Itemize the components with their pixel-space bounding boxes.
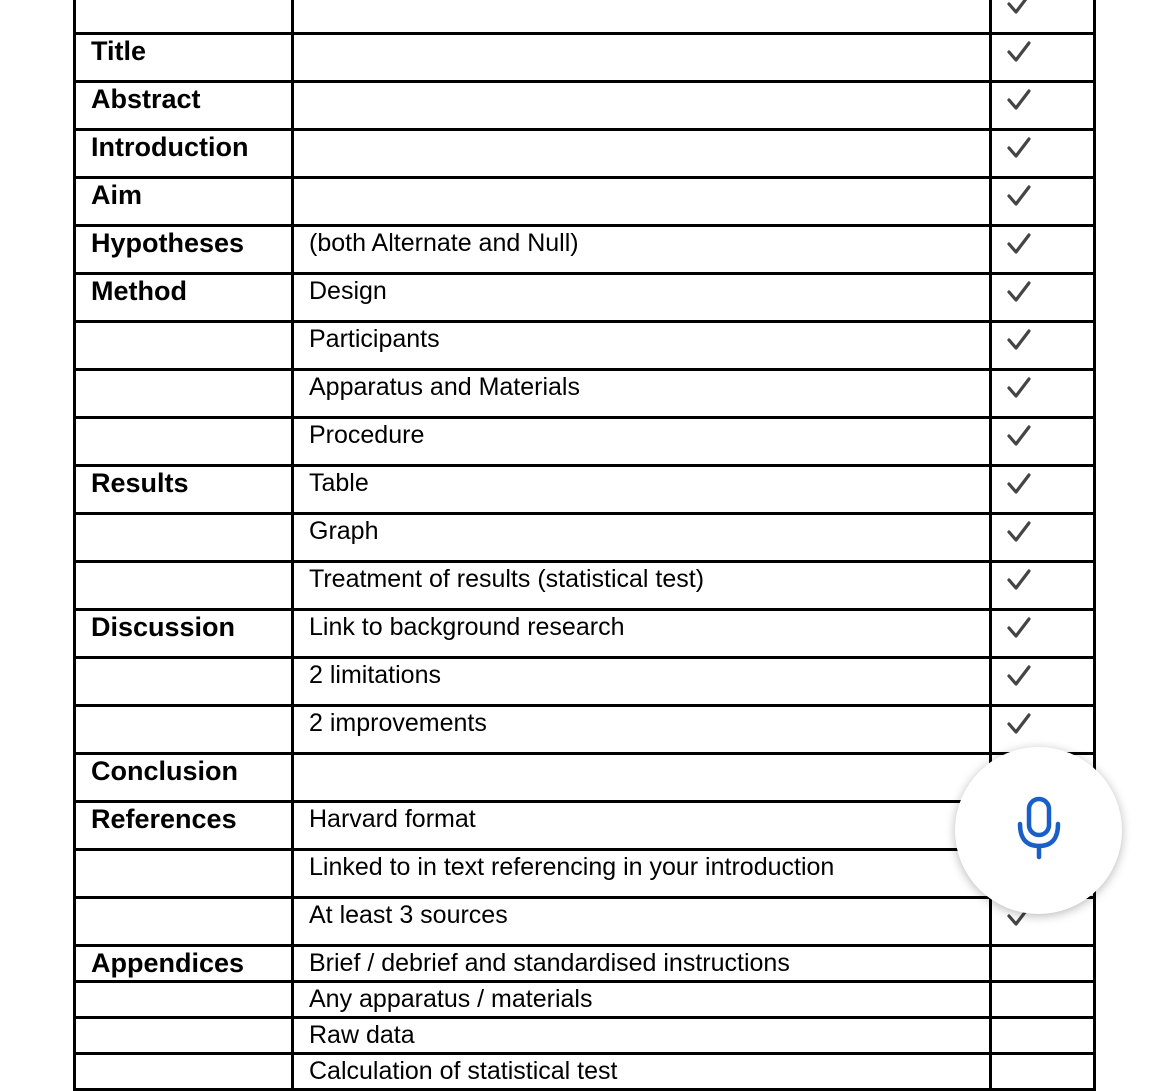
check-icon — [1006, 569, 1046, 602]
check-icon — [1006, 233, 1046, 266]
check-icon — [1006, 665, 1046, 698]
section-cell: Conclusion — [75, 754, 293, 802]
checklist-row — [75, 706, 1095, 754]
section-cell — [75, 982, 293, 1018]
microphone-icon — [1015, 796, 1063, 865]
section-cell: References — [75, 802, 293, 850]
item-cell: At least 3 sources — [293, 898, 991, 946]
section-cell — [75, 322, 293, 370]
section-cell: Method — [75, 274, 293, 322]
item-cell: Participants — [293, 322, 991, 370]
checklist-row — [75, 898, 1095, 946]
check-cell — [991, 274, 1095, 322]
checklist-row — [75, 514, 1095, 562]
item-cell: Treatment of results (statistical test) — [293, 562, 991, 610]
item-cell: 2 improvements — [293, 706, 991, 754]
section-cell — [75, 370, 293, 418]
voice-input-button[interactable] — [955, 747, 1122, 914]
check-cell — [991, 322, 1095, 370]
check-icon — [1006, 713, 1046, 746]
section-cell: Title — [75, 34, 293, 82]
item-cell: Any apparatus / materials — [293, 982, 991, 1018]
check-icon — [1006, 281, 1046, 314]
checklist-row — [75, 562, 1095, 610]
item-cell: Harvard format — [293, 802, 991, 850]
checklist-row — [75, 466, 1095, 514]
check-icon — [1006, 425, 1046, 458]
item-cell — [293, 178, 991, 226]
check-cell — [991, 610, 1095, 658]
section-cell — [75, 658, 293, 706]
check-cell — [991, 82, 1095, 130]
checklist-row — [75, 322, 1095, 370]
section-cell: Results — [75, 466, 293, 514]
section-cell — [75, 1018, 293, 1054]
report-checklist-table — [73, 0, 1096, 1091]
section-cell: Introduction — [75, 130, 293, 178]
item-cell: (both Alternate and Null) — [293, 226, 991, 274]
check-cell — [991, 0, 1095, 34]
item-cell: 2 limitations — [293, 658, 991, 706]
item-cell: Calculation of statistical test — [293, 1054, 991, 1090]
section-cell — [75, 706, 293, 754]
checklist-row — [75, 982, 1095, 1018]
checklist-row — [75, 370, 1095, 418]
item-cell — [293, 82, 991, 130]
check-cell — [991, 34, 1095, 82]
item-cell: Linked to in text referencing in your introduction — [293, 850, 991, 898]
item-cell: Procedure — [293, 418, 991, 466]
check-icon — [1006, 617, 1046, 650]
check-cell — [991, 370, 1095, 418]
section-cell — [75, 1054, 293, 1090]
check-cell — [991, 946, 1095, 982]
checklist-row — [75, 1018, 1095, 1054]
checklist-row — [75, 82, 1095, 130]
check-cell — [991, 1018, 1095, 1054]
item-cell: Graph — [293, 514, 991, 562]
check-cell — [991, 178, 1095, 226]
check-cell — [991, 562, 1095, 610]
checklist-row — [75, 130, 1095, 178]
check-icon — [1006, 137, 1046, 170]
section-cell — [75, 898, 293, 946]
checklist-row — [75, 946, 1095, 982]
section-cell: Discussion — [75, 610, 293, 658]
checklist-row — [75, 610, 1095, 658]
section-cell: Abstract — [75, 82, 293, 130]
item-cell: Raw data — [293, 1018, 991, 1054]
item-cell: Design — [293, 274, 991, 322]
check-cell — [991, 514, 1095, 562]
section-cell — [75, 850, 293, 898]
checklist-row — [75, 226, 1095, 274]
check-cell — [991, 418, 1095, 466]
checklist-row — [75, 274, 1095, 322]
item-cell: Brief / debrief and standardised instructions — [293, 946, 991, 982]
section-cell — [75, 418, 293, 466]
section-cell — [75, 562, 293, 610]
check-cell — [991, 982, 1095, 1018]
checklist-row — [75, 0, 1095, 34]
section-cell: Appendices — [75, 946, 293, 982]
check-cell — [991, 658, 1095, 706]
checklist-row — [75, 34, 1095, 82]
item-cell — [293, 0, 991, 34]
check-cell — [991, 466, 1095, 514]
section-cell: Aim — [75, 178, 293, 226]
check-icon — [1006, 329, 1046, 362]
check-icon — [1006, 521, 1046, 554]
check-cell — [991, 130, 1095, 178]
section-cell: Hypotheses — [75, 226, 293, 274]
checklist-row — [75, 178, 1095, 226]
item-cell — [293, 754, 991, 802]
check-cell — [991, 1054, 1095, 1090]
item-cell: Table — [293, 466, 991, 514]
checklist-row — [75, 418, 1095, 466]
item-cell — [293, 34, 991, 82]
check-icon — [1006, 473, 1046, 506]
section-cell — [75, 0, 293, 34]
item-cell: Apparatus and Materials — [293, 370, 991, 418]
check-icon — [1006, 0, 1046, 26]
check-icon — [1006, 89, 1046, 122]
checklist-row — [75, 754, 1095, 802]
check-icon — [1006, 377, 1046, 410]
item-cell: Link to background research — [293, 610, 991, 658]
checklist-row — [75, 658, 1095, 706]
checklist-row — [75, 802, 1095, 850]
check-icon — [1006, 41, 1046, 74]
checklist-body — [75, 0, 1095, 1090]
checklist-row — [75, 1054, 1095, 1090]
checklist-row — [75, 850, 1095, 898]
section-cell — [75, 514, 293, 562]
check-cell — [991, 226, 1095, 274]
check-icon — [1006, 185, 1046, 218]
item-cell — [293, 130, 991, 178]
